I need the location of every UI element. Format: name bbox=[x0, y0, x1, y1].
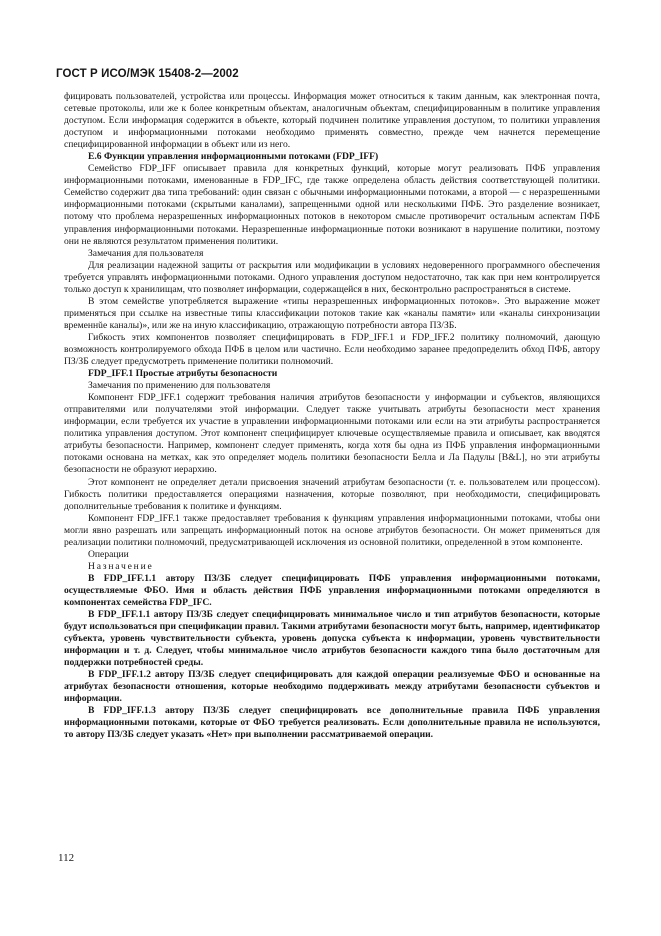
standard-header: ГОСТ Р ИСО/МЭК 15408-2—2002 bbox=[56, 68, 239, 80]
assignment-label: Назначение bbox=[88, 560, 154, 572]
body-paragraph: В этом семействе употребляется выражение «типы неразрешенных информационных потоков». Это выражение может применяться при ссылке на известные типы классификации потоков такие как «каналы памяти» или «каналы синхронизации временнŭе каналы)», или же на иную классификацию, отражающую потребности автора ПЗ/ЗБ. bbox=[64, 295, 600, 331]
bold-paragraph: В FDP_IFF.1.3 автору ПЗ/ЗБ следует специфицировать все дополнительные правила ПФБ управления информационными потоками, которые от ФБО требуется реализовать. Если дополнительные правила не используются, то автору ПЗ/ЗБ следует указать «Нет» при выполнении рассматриваемой операции. bbox=[64, 705, 600, 741]
bold-paragraph: В FDP_IFF.1.1 автору ПЗ/ЗБ следует специфицировать ПФБ управления информационными потоками, осуществляемые ФБО. Имя и область действия ПФБ управления информационными потоками определяются в компонентах семейства FDP_IFC. bbox=[64, 572, 600, 608]
subheading-label: Замечания для пользователя bbox=[88, 247, 204, 259]
subheading-label: Замечания по применению для пользователя bbox=[88, 380, 271, 392]
operations-label: Операции bbox=[88, 548, 129, 560]
bold-paragraph: В FDP_IFF.1.2 автору ПЗ/ЗБ следует специфицировать для каждой операции реализуемые ФБО и основанные на атрибутах безопасности отношения, которые необходимо поддерживать между атрибутами безопасности субъектов и информации. bbox=[64, 669, 600, 705]
body-paragraph: Семейство FDP_IFF описывает правила для конкретных функций, которые могут реализовать ПФБ управления информационными потоками, именованные в FDP_IFC, где также определена область действия соответствующей политики. Семейство содержит два типа требований: один связан с обычными информационными потоками, а второй — с неразрешенными информационными потоками (скрытыми каналами), запрещенными одной или несколькими ПФБ. Это разделение возникает, потому что проблема неразрешенных информационных потоков в некотором смысле противоречит остальным аспектам ПФБ управления информационными потоками. Неразрешенные информационные потоки возникают в нарушение политики, поэтому они не являются результатом применения политики. bbox=[64, 163, 600, 247]
body-paragraph: Компонент FDP_IFF.1 содержит требования наличия атрибутов безопасности у информации и субъектов, являющихся отправителями или получателями этой информации. Следует также учитывать атрибуты безопасности мест хранения информации, если требуется их участие в управлении информационными потоками или если на эти атрибуты распространяется политика управления доступом. Этот компонент специфицирует ключевые осуществляемые правила и описывает, как вводятся атрибуты безопасности. Например, компонент следует применять, когда хотя бы одна из ПФБ управления информационными потоками основана на метках, как это определяет модель политики безопасности Белла и Ла Падулы [B&L], но эти атрибуты безопасности не образуют иерархию. bbox=[64, 392, 600, 476]
body-paragraph: Компонент FDP_IFF.1 также предоставляет требования к функциям управления информационными потоками, чтобы они могли явно разрешать или запрещать информационный поток на основе атрибутов безопасности. Он может применяться для реализации политики полномочий, предусматривающей исключения из основной политики, определенной в этом компоненте. bbox=[64, 512, 600, 548]
document-body bbox=[64, 91, 600, 742]
page-number: 112 bbox=[58, 852, 75, 864]
bold-paragraph: В FDP_IFF.1.1 автору ПЗ/ЗБ следует специфицировать минимальное число и тип атрибутов безопасности, которые будут использоваться при спецификации правил. Такими атрибутами безопасности могут быть, например, идентификатор субъекта, уровень чувствительности субъекта, уровень допуска субъекта к информации, уровень чувствительности информации и т. д. Следует, чтобы минимальное число атрибутов безопасности каждого типа было достаточным для поддержки потребностей среды. bbox=[64, 609, 600, 669]
body-paragraph: фицировать пользователей, устройства или процессы. Информация может относиться к таким данным, как электронная почта, сетевые протоколы, или же к более конкретным объектам, аналогичным объектам, специфицированным в политике управления доступом. Если информация содержится в объекте, который подчинен политике управления доступом, то политики управления доступом и информационными потоками необходимо применять совместно, прежде чем начнется перемещение специфицированной информации в объект или из него. bbox=[64, 91, 600, 151]
body-paragraph: Этот компонент не определяет детали присвоения значений атрибутам безопасности (т. е. пользователем или процессом). Гибкость политики предоставляется операциями назначения, которые позволяют, при необходимости, специфицировать дополнительные требования к политике и функциям. bbox=[64, 476, 600, 512]
component-heading: FDP_IFF.1 Простые атрибуты безопасности bbox=[88, 368, 278, 380]
body-paragraph: Для реализации надежной защиты от раскрытия или модификации в условиях недоверенного программного обеспечения требуется управлять информационными потоками. Одного управления доступом недостаточно, так как при нем контролируется только доступ к хранилищам, что позволяет информации, содержащейся в них, бесконтрольно распространяться в системе. bbox=[64, 259, 600, 295]
body-paragraph: Гибкость этих компонентов позволяет специфицировать в FDP_IFF.1 и FDP_IFF.2 политику полномочий, дающую возможность контролируемого обхода ПФБ в целом или частично. Если необходимо заранее предопределить обход ПФБ, автору ПЗ/ЗБ следует предусмотреть применение политики полномочий. bbox=[64, 331, 600, 368]
section-heading: Е.6 Функции управления информационными потоками (FDP_IFF) bbox=[88, 151, 379, 163]
